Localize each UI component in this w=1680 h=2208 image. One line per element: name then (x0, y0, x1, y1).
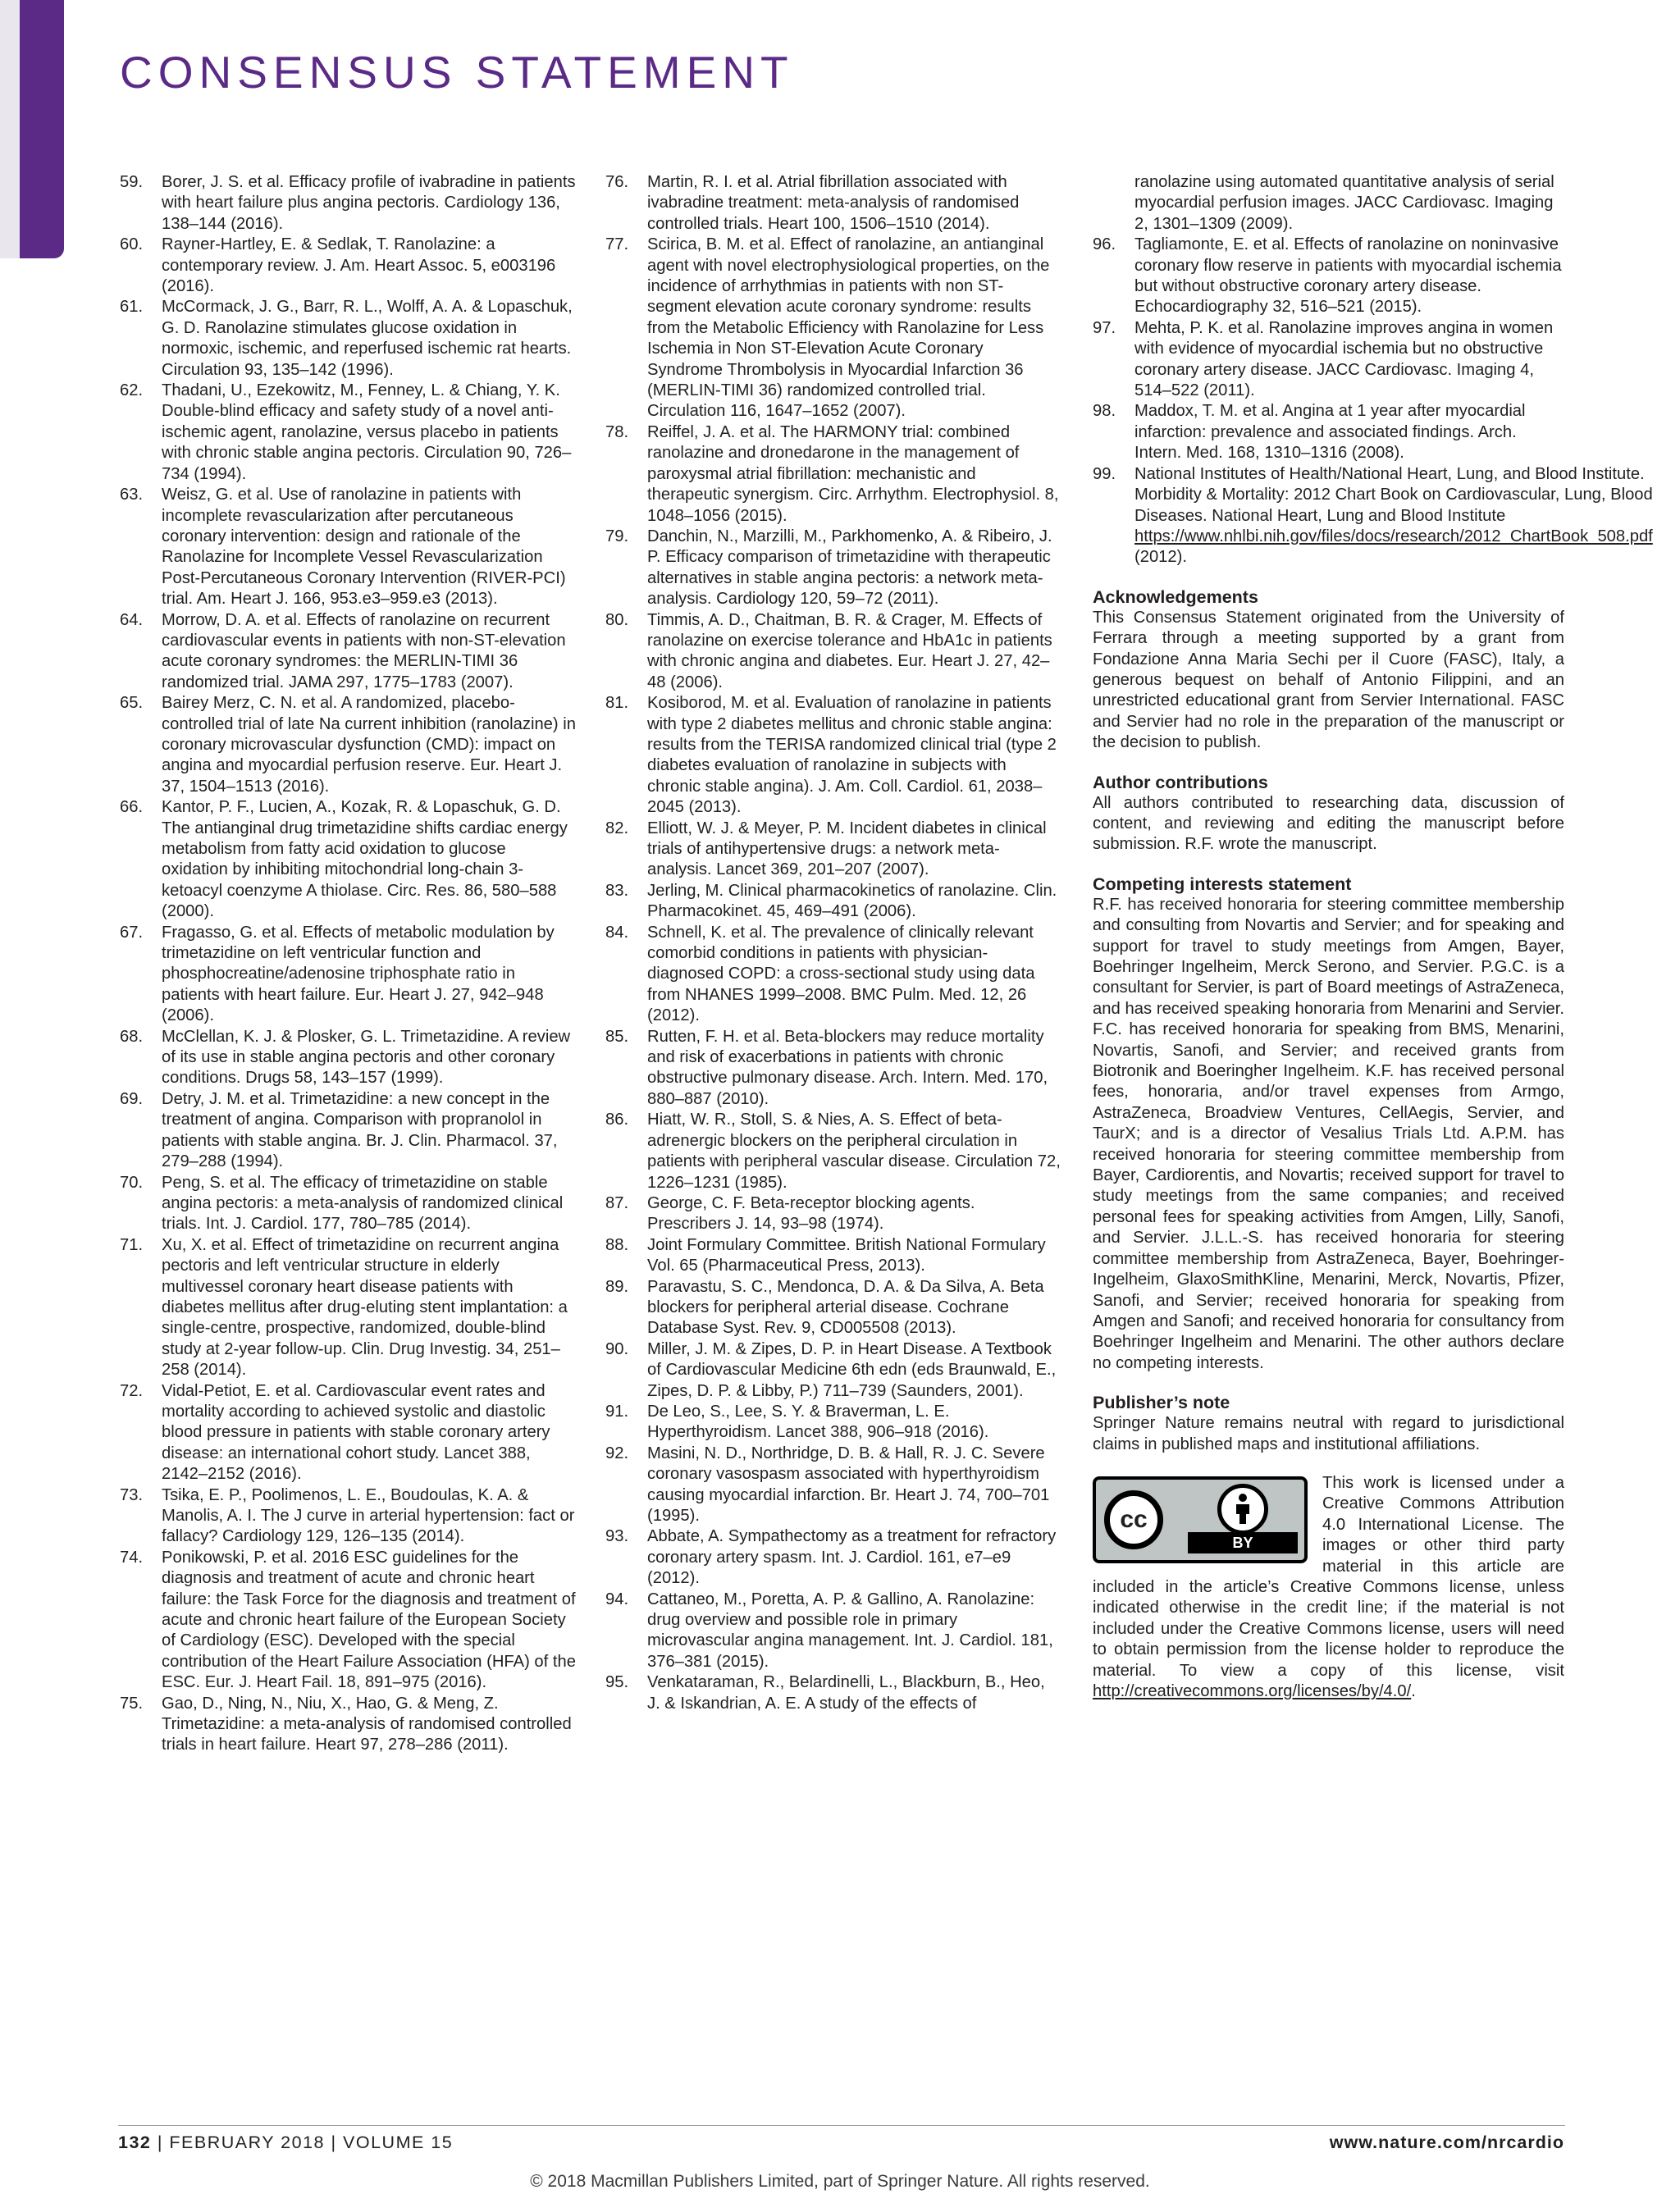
reference-number: 70. (120, 1173, 144, 1192)
reference-number: 87. (605, 1193, 629, 1212)
reference-number: 98. (1093, 402, 1116, 421)
reference-text: McCormack, J. G., Barr, R. L., Wolff, A. A. & Lopaschuk, G. D. Ranolazine stimulates glucose oxidation in normoxic, ischemic, and reperfused ischemic rat hearts. Circulation 93, 135–142 (1996). (162, 298, 573, 379)
reference-text: Elliott, W. J. & Meyer, P. M. Incident diabetes in clinical trials of antihypertensive drugs: a network meta-analysis. Lancet 369, 201–207 (2007). (647, 819, 1047, 879)
reference-number: 85. (605, 1027, 629, 1046)
reference-number: 60. (120, 235, 144, 254)
reference-item (120, 485, 576, 609)
reference-item (605, 1526, 1061, 1589)
reference-text: Martin, R. I. et al. Atrial fibrillation associated with ivabradine treatment: meta-analysis of randomised controlled trials. Heart 100, 1506–1510 (2014). (647, 173, 1020, 233)
reference-item (120, 1548, 576, 1694)
reference-item (605, 422, 1061, 527)
author-contributions-heading: Author contributions (1093, 772, 1268, 792)
page-section-title: CONSENSUS STATEMENT (120, 47, 794, 98)
reference-item (605, 1402, 1061, 1444)
side-accent-bar (0, 0, 64, 258)
reference-number: 63. (120, 486, 144, 504)
reference-item (605, 881, 1061, 923)
reference-number: 65. (120, 694, 144, 713)
reference-text: Ponikowski, P. et al. 2016 ESC guidelines for the diagnosis and treatment of acute and chronic heart failure: the Task Force for the diagnosis and treatment of acute and chronic heart failure of the European Society of Cardiology (ESC). Developed with the special contribution of the Heart Failure Association (HFA) of the ESC. Eur. J. Heart Fail. 18, 891–975 (2016). (162, 1548, 576, 1692)
reference-number: 97. (1093, 318, 1116, 337)
reference-number: 73. (120, 1485, 144, 1504)
acknowledgements-heading: Acknowledgements (1093, 586, 1258, 607)
cc-license-link[interactable]: http://creativecommons.org/licenses/by/4.0/ (1093, 1682, 1412, 1700)
reference-item (605, 923, 1061, 1027)
reference-text: Schnell, K. et al. The prevalence of clinically relevant comorbid conditions in patients with physician-diagnosed COPD: a cross-sectional study using data from NHANES 1999–2008. BMC Pulm. Med. 12, 26 (2012). (647, 923, 1035, 1025)
reference-text: Scirica, B. M. et al. Effect of ranolazine, an antianginal agent with novel electrophysiological properties, on the incidence of arrhythmias in patients with non ST-segment elevation acute coronary syndrome: results from the Metabolic Efficiency with Ranolazine for Less Ischemia in Non ST-Elevation Acute Coronary Syndrome Thrombolysis in Myocardial Infarction 36 (MERLIN-TIMI 36) randomized controlled trial. Circulation 116, 1647–1652 (2007). (647, 235, 1050, 421)
reference-text: De Leo, S., Lee, S. Y. & Braverman, L. E. Hyperthyroidism. Lancet 388, 906–918 (2016). (647, 1402, 989, 1442)
reference-number: 95. (605, 1673, 629, 1692)
author-contributions-text: All authors contributed to researching data, discussion of content, and reviewing and editing the manuscript before submission. R.F. wrote the manuscript. (1093, 793, 1564, 854)
reference-item (605, 1235, 1061, 1277)
reference-number: 72. (120, 1381, 144, 1400)
reference-number: 92. (605, 1444, 629, 1462)
reference-item (605, 610, 1061, 694)
reference-number: 69. (120, 1089, 144, 1108)
reference-text: Hiatt, W. R., Stoll, S. & Nies, A. S. Effect of beta-adrenergic blockers on the peripheral circulation in patients with peripheral vascular disease. Circulation 72, 1226–1231 (1985). (647, 1111, 1061, 1192)
publishers-note-section (1093, 1392, 1564, 1455)
reference-item (120, 1694, 576, 1756)
reference-text: Vidal-Petiot, E. et al. Cardiovascular event rates and mortality according to achieved systolic and diastolic blood pressure in patients with stable coronary artery disease: an international cohort study. Lancet 388, 2142–2152 (2016). (162, 1381, 550, 1484)
reference-item (120, 610, 576, 694)
reference-text: Timmis, A. D., Chaitman, B. R. & Crager, M. Effects of ranolazine on exercise tolerance and HbA1c in patients with chronic angina and diabetes. Eur. Heart J. 27, 42–48 (2006). (647, 610, 1052, 691)
copyright-notice: © 2018 Macmillan Publishers Limited, part of Springer Nature. All rights reserved. (530, 2172, 1150, 2191)
reference-text: Kantor, P. F., Lucien, A., Kozak, R. & Lopaschuk, G. D. The antianginal drug trimetazidine shifts cardiac energy metabolism from fatty acid oxidation to glucose oxidation by inhibiting mitochondrial long-chain 3-ketoacyl coenzyme A thiolase. Circ. Res. 86, 580–588 (2000). (162, 798, 568, 921)
reference-number: 59. (120, 173, 144, 191)
reference-number: 64. (120, 610, 144, 629)
reference-item (605, 1672, 1061, 1714)
reference-number: 77. (605, 235, 629, 254)
reference-item (605, 1193, 1061, 1235)
reference-number: 66. (120, 798, 144, 817)
author-contributions-section (1093, 772, 1564, 855)
reference-item (120, 923, 576, 1027)
reference-text: Tsika, E. P., Poolimenos, L. E., Boudoulas, K. A. & Manolis, A. I. The J curve in arterial hypertension: fact or fallacy? Cardiology 129, 126–135 (2014). (162, 1485, 575, 1546)
reference-number: 86. (605, 1111, 629, 1129)
reference-item (605, 693, 1061, 818)
reference-item (120, 381, 576, 485)
reference-number: 62. (120, 381, 144, 400)
reference-number: 81. (605, 694, 629, 713)
reference-item (120, 297, 576, 381)
reference-text: Bairey Merz, C. N. et al. A randomized, placebo-controlled trial of late Na current inhibition (ranolazine) in coronary microvascular dysfunction (CMD): impact on angina and myocardial perfusion reserve. Eur. Heart J. 37, 1504–1513 (2016). (162, 694, 576, 796)
reference-number: 71. (120, 1235, 144, 1254)
reference-text: Joint Formulary Committee. British National Formulary Vol. 65 (Pharmaceutical Press, 2013). (647, 1235, 1046, 1275)
reference-item (120, 797, 576, 922)
cc-by-label: BY (1188, 1532, 1298, 1553)
reference-item (120, 1089, 576, 1173)
page-number: 132 (118, 2133, 152, 2152)
reference-number: 93. (605, 1527, 629, 1546)
reference-text: Masini, N. D., Northridge, D. B. & Hall, R. J. C. Severe coronary vasospasm associated with hyperthyroidism causing myocardial infarction. Br. Heart J. 74, 700–701 (1995). (647, 1444, 1050, 1525)
reference-item (605, 172, 1061, 235)
reference-text: Borer, J. S. et al. Efficacy profile of ivabradine in patients with heart failure plus angina pectoris. Cardiology 136, 138–144 (2016). (162, 173, 576, 233)
reference-number: 96. (1093, 235, 1116, 254)
reference-text: Paravastu, S. C., Mendonca, D. A. & Da Silva, A. Beta blockers for peripheral arterial disease. Cochrane Database Syst. Rev. 9, CD005508 (2013). (647, 1277, 1044, 1338)
reference-text: Venkataraman, R., Belardinelli, L., Blackburn, B., Heo, J. & Iskandrian, A. E. A study of the effects of (647, 1673, 1045, 1713)
reference-number: 83. (605, 881, 629, 900)
references-column-2 (605, 172, 1061, 1714)
footer-divider (118, 2125, 1565, 2126)
competing-interests-text: R.F. has received honoraria for steering committee membership and consulting from Novartis and Servier; and for speaking and support for travel to study meetings from Amgen, Bayer, Boehringer Ingelheim, Merck Serono, and Servier. P.G.C. is a consultant for Servier, is part of Board meetings of AstraZeneca, and has received speaking honoraria from Menarini and Servier. F.C. has received honoraria for speaking from BMS, Menarini, Novartis, Sanofi, and Servier; and received grants from Biotronik and Boeringher Ingelheim. K.F. has received personal fees, honoraria, and/or travel expenses from Armgo, AstraZeneca, Broadview Ventures, CellAegis, Servier, and TaurX; and is a director of Vesalius Trials Ltd. A.P.M. has received honoraria for steering committee membership from Bayer, Cardiorentis, and Novartis; received support for travel to study meetings from the same companies; and received personal fees for speaking activities from Amgen, Lilly, Sanofi, and Servier. J.L.L.-S. has received honoraria for steering committee membership from AstraZeneca, Bayer, Boehringer-Ingelheim, GlaxoSmithKline, Menarini, Merck, Novartis, Pfizer, Sanofi, and Servier; received honoraria for speaking from Amgen and Sanofi; and received honoraria for consultancy from Boehringer Ingelheim and Menarini. The other authors declare no competing interests. (1093, 895, 1564, 1372)
reference-text: Detry, J. M. et al. Trimetazidine: a new concept in the treatment of angina. Comparison with propranolol in patients with stable angina. Br. J. Clin. Pharmacol. 37, 279–288 (1994). (162, 1089, 558, 1171)
reference-number: 76. (605, 173, 629, 191)
license-section (1093, 1473, 1564, 1702)
reference-item (120, 1235, 576, 1381)
reference-item (120, 693, 576, 797)
acknowledgements-section (1093, 586, 1564, 754)
reference-text: Morrow, D. A. et al. Effects of ranolazine on recurrent cardiovascular events in patients with non-ST-elevation acute coronary syndromes: the MERLIN-TIMI 36 randomized trial. JAMA 297, 1775–1783 (2007). (162, 610, 566, 691)
reference-number: 78. (605, 422, 629, 441)
reference-item (120, 235, 576, 297)
competing-interests-heading: Competing interests statement (1093, 874, 1352, 894)
license-text: This work is licensed under a Creative Commons Attribution 4.0 International License. The images or other third party material in this article are included in the article’s Creative Commons license, unless indicated otherwise in the credit line; if the material is not included under the Creative Commons license, users will need to obtain permission from the license holder to reproduce the material. To view a copy of this license, visit http://creativecommons.org/licenses/by/4.0/. (1093, 1473, 1564, 1700)
reference-text: Reiffel, J. A. et al. The HARMONY trial: combined ranolazine and dronedarone in the management of paroxysmal atrial fibrillation: mechanistic and therapeutic synergism. Circ. Arrhythm. Electrophysiol. 8, 1048–1056 (2015). (647, 422, 1059, 525)
reference-item (120, 1027, 576, 1089)
reference-number: 80. (605, 610, 629, 629)
reference-text: Maddox, T. M. et al. Angina at 1 year after myocardial infarction: prevalence and associated findings. Arch. Intern. Med. 168, 1310–1316 (2008). (1134, 402, 1526, 463)
references-column-3 (1093, 172, 1653, 1702)
publishers-note-text: Springer Nature remains neutral with regard to jurisdictional claims in published maps and institutional affiliations. (1093, 1414, 1564, 1453)
reference-text: Miller, J. M. & Zipes, D. P. in Heart Disease. A Textbook of Cardiovascular Medicine 6th edn (eds Braunwald, E., Zipes, D. P. & Libby, P.) 711–739 (Saunders, 2001). (647, 1339, 1057, 1400)
reference-number: 84. (605, 923, 629, 942)
reference-number: 75. (120, 1694, 144, 1713)
footer-issue-info (118, 2133, 453, 2153)
reference-item (605, 1590, 1061, 1673)
reference-item (605, 235, 1061, 422)
reference-item (120, 1485, 576, 1548)
reference-number: 94. (605, 1590, 629, 1608)
reference-item (120, 1381, 576, 1485)
reference-text: McClellan, K. J. & Plosker, G. L. Trimetazidine. A review of its use in stable angina pectoris and other coronary conditions. Drugs 58, 143–157 (1999). (162, 1027, 571, 1088)
reference-number: 88. (605, 1235, 629, 1254)
reference-text: Fragasso, G. et al. Effects of metabolic modulation by trimetazidine on left ventricular function and phosphocreatine/adenosine triphosphate ratio in patients with heart failure. Eur. Heart J. 27, 942–948 (2006). (162, 923, 555, 1025)
reference-text: Rutten, F. H. et al. Beta-blockers may reduce mortality and risk of exacerbations in patients with chronic obstructive pulmonary disease. Arch. Intern. Med. 170, 880–887 (2010). (647, 1027, 1048, 1108)
reference-item (605, 1444, 1061, 1527)
reference-item (1093, 401, 1564, 463)
reference-text: Tagliamonte, E. et al. Effects of ranolazine on noninvasive coronary flow reserve in patients with myocardial ischemia but without obstructive coronary artery disease. Echocardiography 32, 516–521 (2015). (1134, 235, 1562, 317)
journal-url-link[interactable]: www.nature.com/nrcardio (1329, 2133, 1564, 2152)
reference-number: 74. (120, 1548, 144, 1567)
reference-text: Mehta, P. K. et al. Ranolazine improves angina in women with evidence of myocardial ischemia but no obstructive coronary artery disease. JACC Cardiovasc. Imaging 4, 514–522 (2011). (1134, 318, 1554, 400)
reference-text: Kosiborod, M. et al. Evaluation of ranolazine in patients with type 2 diabetes mellitus and chronic stable angina: results from the TERISA randomized clinical trial (type 2 diabetes evaluation of ranolazine in subjects with chronic stable angina). J. Am. Coll. Cardiol. 61, 2038–2045 (2013). (647, 694, 1057, 817)
acknowledgements-text: This Consensus Statement originated from the University of Ferrara through a meeting supported by a grant from Fondazione Anna Maria Sechi per il Cuore (FASC), Italy, a generous bequest on behalf of Antonio Filippini, and an unrestricted educational grant from Servier International. FASC and Servier had no role in the preparation of the manuscript or the decision to publish. (1093, 608, 1564, 752)
reference-text: Danchin, N., Marzilli, M., Parkhomenko, A. & Ribeiro, J. P. Efficacy comparison of trimetazidine with therapeutic alternatives in stable angina pectoris: a network meta-analysis. Cardiology 120, 59–72 (2011). (647, 527, 1052, 609)
reference-text: Weisz, G. et al. Use of ranolazine in patients with incomplete revascularization after percutaneous coronary intervention: design and rationale of the Ranolazine for Incomplete Vessel Revascularization Post-Percutaneous Coronary Intervention (RIVER-PCI) trial. Am. Heart J. 166, 953.e3–959.e3 (2013). (162, 486, 566, 609)
publishers-note-heading: Publisher’s note (1093, 1393, 1230, 1413)
reference-item (605, 1110, 1061, 1193)
reference-item (605, 527, 1061, 610)
reference-text: Peng, S. et al. The efficacy of trimetazidine on stable angina pectoris: a meta-analysis of randomized clinical trials. Int. J. Cardiol. 177, 780–785 (2014). (162, 1173, 564, 1234)
reference-number: 61. (120, 298, 144, 317)
reference-text: Rayner-Hartley, E. & Sedlak, T. Ranolazine: a contemporary review. J. Am. Heart Assoc. 5, e003196 (2016). (162, 235, 556, 296)
nhlbi-chartbook-link[interactable]: https://www.nhlbi.nih.gov/files/docs/research/2012_ChartBook_508.pdf (1134, 527, 1653, 545)
reference-number: 82. (605, 819, 629, 837)
references-column-1 (120, 172, 576, 1756)
reference-number: 99. (1093, 464, 1116, 483)
reference-text: Cattaneo, M., Poretta, A. P. & Gallino, A. Ranolazine: drug overview and possible role in primary microvascular angina management. Int. J. Cardiol. 181, 376–381 (2015). (647, 1590, 1053, 1671)
reference-number: 90. (605, 1339, 629, 1358)
reference-item-99: 99. National Institutes of Health/National Heart, Lung, and Blood Institute. Morbidity & Mortality: 2012 Chart Book on Cardiovascular, Lung, Blood Diseases. National Heart, Lung and Blood Institute https://www.nhlbi.nih.gov/files/docs/research/2012_ChartBook_508.pdf (2012). (1093, 464, 1564, 568)
reference-item (1093, 235, 1564, 318)
issue-text: | FEBRUARY 2018 | VOLUME 15 (151, 2133, 454, 2152)
reference-item (120, 1173, 576, 1235)
reference-text: Xu, X. et al. Effect of trimetazidine on recurrent angina pectoris and left ventricular structure in elderly multivessel coronary heart disease patients with diabetes mellitus after drug-eluting stent implantation: a single-centre, prospective, randomized, double-blind study at 2-year follow-up. Clin. Drug Investig. 34, 251–258 (2014). (162, 1235, 568, 1380)
reference-text: Thadani, U., Ezekowitz, M., Fenney, L. & Chiang, Y. K. Double-blind efficacy and safety study of a novel anti-ischemic agent, ranolazine, versus placebo in patients with chronic stable angina pectoris. Circulation 90, 726–734 (1994). (162, 381, 572, 483)
reference-number: 91. (605, 1402, 629, 1421)
reference-number: 67. (120, 923, 144, 942)
reference-item (605, 1027, 1061, 1111)
reference-continuation: ranolazine using automated quantitative analysis of serial myocardial perfusion images. JACC Cardiovasc. Imaging 2, 1301–1309 (2009). (1134, 173, 1554, 233)
reference-text: Gao, D., Ning, N., Niu, X., Hao, G. & Meng, Z. Trimetazidine: a meta-analysis of randomised controlled trials in heart failure. Heart 97, 278–286 (2011). (162, 1694, 572, 1754)
reference-number: 68. (120, 1027, 144, 1046)
reference-item (120, 172, 576, 235)
reference-number: 79. (605, 527, 629, 545)
reference-item (1093, 318, 1564, 402)
reference-number: 89. (605, 1277, 629, 1296)
attribution-person-icon (1217, 1484, 1268, 1535)
competing-interests-section (1093, 874, 1564, 1374)
reference-text: George, C. F. Beta-receptor blocking agents. Prescribers J. 14, 93–98 (1974). (647, 1193, 975, 1234)
reference-text: Jerling, M. Clinical pharmacokinetics of ranolazine. Clin. Pharmacokinet. 45, 469–491 (2006). (647, 881, 1057, 921)
creative-commons-by-icon[interactable] (1093, 1476, 1308, 1563)
reference-item (605, 819, 1061, 881)
cc-circle-icon: cc (1104, 1490, 1163, 1549)
reference-item (605, 1277, 1061, 1339)
reference-text: Abbate, A. Sympathectomy as a treatment for refractory coronary artery spasm. Int. J. Cardiol. 161, e7–e9 (2012). (647, 1527, 1057, 1588)
reference-item (605, 1339, 1061, 1402)
reference-text: National Institutes of Health/National Heart, Lung, and Blood Institute. Morbidity & Mortality: 2012 Chart Book on Cardiovascular, Lung, Blood Diseases. National Heart, Lung and Blood Institute (1134, 464, 1653, 525)
